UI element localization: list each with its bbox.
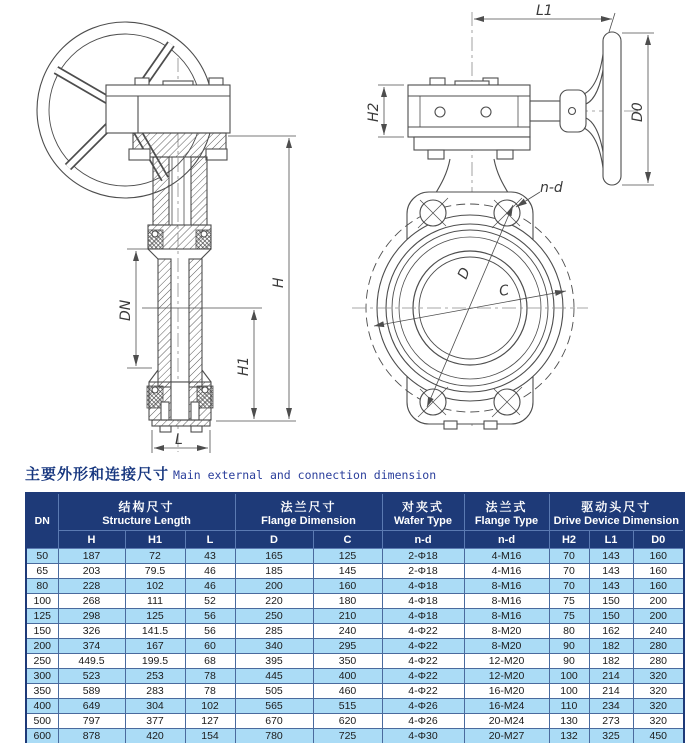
- table-cell: 4-Φ30: [382, 729, 464, 743]
- table-cell: 649: [58, 699, 125, 714]
- table-cell: 250: [26, 654, 58, 669]
- table-cell: 515: [313, 699, 382, 714]
- table-cell: 100: [26, 594, 58, 609]
- table-cell: 46: [185, 579, 235, 594]
- col-header-d: D: [235, 531, 313, 549]
- table-cell: 304: [125, 699, 185, 714]
- col-group-structure-length: 结构尺寸 Structure Length: [58, 493, 235, 531]
- dim-label-n-d: n-d: [540, 180, 563, 196]
- bolt: [484, 421, 497, 429]
- table-cell: 4-M16: [464, 564, 549, 579]
- table-cell: 203: [58, 564, 125, 579]
- table-cell: 8-M16: [464, 579, 549, 594]
- dim-label-C: C: [497, 282, 511, 300]
- bolt: [129, 149, 150, 160]
- flange-face: [352, 192, 588, 429]
- table-cell: 460: [313, 684, 382, 699]
- table-cell: 4-Φ26: [382, 699, 464, 714]
- table-cell: 141.5: [125, 624, 185, 639]
- table-cell: 150: [589, 594, 633, 609]
- table-cell: 450: [633, 729, 684, 743]
- table-cell: 78: [185, 684, 235, 699]
- spec-table-body: [26, 549, 684, 743]
- table-cell: 377: [125, 714, 185, 729]
- table-row: [26, 579, 684, 594]
- table-cell: 200: [633, 609, 684, 624]
- dim-label-D0: D0: [630, 102, 646, 122]
- bolt: [430, 78, 445, 85]
- table-cell: 100: [549, 684, 589, 699]
- gearbox-front: [106, 78, 230, 133]
- table-cell: 4-Φ18: [382, 609, 464, 624]
- col-header-l1: L1: [589, 531, 633, 549]
- table-cell: 154: [185, 729, 235, 743]
- table-cell: 374: [58, 639, 125, 654]
- table-cell: 143: [589, 549, 633, 564]
- dim-label-H1: H1: [236, 356, 252, 376]
- table-cell: 79.5: [125, 564, 185, 579]
- table-row: [26, 609, 684, 624]
- dim-label-D: D: [454, 265, 474, 282]
- table-cell: 160: [633, 579, 684, 594]
- dim-label-H2: H2: [366, 102, 382, 122]
- table-cell: 210: [313, 609, 382, 624]
- table-cell: 325: [589, 729, 633, 743]
- handwheel-side: [530, 32, 621, 185]
- col-header-l: L: [185, 531, 235, 549]
- table-cell: 80: [549, 624, 589, 639]
- table-cell: 160: [633, 564, 684, 579]
- table-cell: 12-M20: [464, 669, 549, 684]
- table-cell: 4-M16: [464, 549, 549, 564]
- table-cell: 4-Φ22: [382, 684, 464, 699]
- table-cell: 200: [633, 594, 684, 609]
- table-cell: 65: [26, 564, 58, 579]
- table-cell: 90: [549, 654, 589, 669]
- col-header-d0: D0: [633, 531, 684, 549]
- col-group-wafer-type: 对夹式 Wafer Type: [382, 493, 464, 531]
- table-cell: 523: [58, 669, 125, 684]
- table-cell: 350: [26, 684, 58, 699]
- table-cell: 320: [633, 669, 684, 684]
- bolt: [444, 421, 457, 429]
- table-row: [26, 729, 684, 743]
- bolt: [191, 426, 202, 432]
- table-cell: 46: [185, 564, 235, 579]
- table-cell: 326: [58, 624, 125, 639]
- table-cell: 180: [313, 594, 382, 609]
- table-cell: 111: [125, 594, 185, 609]
- side-view: [352, 3, 654, 429]
- table-row: [26, 624, 684, 639]
- table-cell: 160: [633, 549, 684, 564]
- table-cell: 20-M27: [464, 729, 549, 743]
- table-cell: 500: [26, 714, 58, 729]
- table-cell: 320: [633, 684, 684, 699]
- bolt: [497, 150, 513, 159]
- table-cell: 150: [589, 609, 633, 624]
- table-cell: 20-M24: [464, 714, 549, 729]
- table-cell: 102: [185, 699, 235, 714]
- table-cell: 320: [633, 699, 684, 714]
- table-cell: 78: [185, 669, 235, 684]
- table-row: [26, 549, 684, 564]
- valve-midflange-front: [148, 225, 211, 259]
- table-cell: 72: [125, 549, 185, 564]
- table-row: [26, 639, 684, 654]
- table-cell: 200: [235, 579, 313, 594]
- table-cell: 565: [235, 699, 313, 714]
- table-cell: 160: [313, 579, 382, 594]
- table-cell: 234: [589, 699, 633, 714]
- dim-label-L1: L1: [536, 3, 553, 19]
- table-cell: 4-Φ26: [382, 714, 464, 729]
- col-group-flange-type: 法兰式 Flange Type: [464, 493, 549, 531]
- table-cell: 589: [58, 684, 125, 699]
- table-cell: 56: [185, 609, 235, 624]
- table-cell: 280: [633, 639, 684, 654]
- col-header-h1: H1: [125, 531, 185, 549]
- table-cell: 125: [313, 549, 382, 564]
- table-cell: 400: [313, 669, 382, 684]
- bolt: [135, 78, 149, 85]
- table-cell: 350: [313, 654, 382, 669]
- col-header-dn: DN: [26, 493, 58, 549]
- table-cell: 130: [549, 714, 589, 729]
- table-cell: 75: [549, 594, 589, 609]
- table-row: [26, 699, 684, 714]
- table-cell: 273: [589, 714, 633, 729]
- table-row: [26, 714, 684, 729]
- table-cell: 8-M20: [464, 624, 549, 639]
- table-cell: 162: [589, 624, 633, 639]
- table-cell: 253: [125, 669, 185, 684]
- table-cell: 4-Φ18: [382, 579, 464, 594]
- bolt: [160, 426, 171, 432]
- table-cell: 283: [125, 684, 185, 699]
- table-cell: 620: [313, 714, 382, 729]
- table-cell: 100: [549, 669, 589, 684]
- table-cell: 150: [26, 624, 58, 639]
- table-cell: 4-Φ22: [382, 654, 464, 669]
- table-cell: 70: [549, 549, 589, 564]
- table-cell: 445: [235, 669, 313, 684]
- valve-bottom-front: [147, 370, 213, 432]
- table-cell: 125: [26, 609, 58, 624]
- table-cell: 127: [185, 714, 235, 729]
- table-cell: 145: [313, 564, 382, 579]
- table-cell: 420: [125, 729, 185, 743]
- table-cell: 280: [633, 654, 684, 669]
- dim-label-L: L: [175, 432, 183, 448]
- table-cell: 68: [185, 654, 235, 669]
- table-cell: 220: [235, 594, 313, 609]
- table-cell: 780: [235, 729, 313, 743]
- table-cell: 400: [26, 699, 58, 714]
- table-cell: 60: [185, 639, 235, 654]
- table-cell: 80: [26, 579, 58, 594]
- table-cell: 320: [633, 714, 684, 729]
- table-cell: 102: [125, 579, 185, 594]
- table-cell: 8-M16: [464, 609, 549, 624]
- section-title-en: Main external and connection dimension: [173, 468, 437, 482]
- table-cell: 43: [185, 549, 235, 564]
- table-cell: 182: [589, 639, 633, 654]
- table-cell: 2-Φ18: [382, 564, 464, 579]
- spec-table: [25, 492, 685, 743]
- table-cell: 240: [313, 624, 382, 639]
- dim-label-H: H: [271, 277, 287, 288]
- table-cell: 132: [549, 729, 589, 743]
- table-cell: 70: [549, 564, 589, 579]
- section-title-zh: 主要外形和连接尺寸: [25, 466, 170, 483]
- table-cell: 187: [58, 549, 125, 564]
- table-cell: 797: [58, 714, 125, 729]
- table-row: [26, 564, 684, 579]
- table-cell: 167: [125, 639, 185, 654]
- table-cell: 295: [313, 639, 382, 654]
- front-view: [37, 22, 296, 453]
- table-cell: 143: [589, 579, 633, 594]
- table-cell: 300: [26, 669, 58, 684]
- table-cell: 2-Φ18: [382, 549, 464, 564]
- table-cell: 214: [589, 684, 633, 699]
- table-cell: 8-M16: [464, 594, 549, 609]
- table-row: [26, 684, 684, 699]
- col-header-c: C: [313, 531, 382, 549]
- table-cell: 75: [549, 609, 589, 624]
- table-cell: 240: [633, 624, 684, 639]
- table-cell: 16-M20: [464, 684, 549, 699]
- col-group-drive-device-dimension: 驱动头尺寸 Drive Device Dimension: [549, 493, 684, 531]
- table-cell: 878: [58, 729, 125, 743]
- table-cell: 214: [589, 669, 633, 684]
- table-cell: 4-Φ22: [382, 624, 464, 639]
- table-row: [26, 669, 684, 684]
- table-cell: 4-Φ22: [382, 639, 464, 654]
- table-cell: 8-M20: [464, 639, 549, 654]
- table-row: [26, 654, 684, 669]
- table-cell: 725: [313, 729, 382, 743]
- col-header-nd-flange: n-d: [464, 531, 549, 549]
- table-cell: 285: [235, 624, 313, 639]
- table-cell: 50: [26, 549, 58, 564]
- table-cell: 268: [58, 594, 125, 609]
- table-cell: 670: [235, 714, 313, 729]
- table-cell: 125: [125, 609, 185, 624]
- table-cell: 250: [235, 609, 313, 624]
- section-title: [25, 463, 694, 484]
- table-cell: 90: [549, 639, 589, 654]
- gearbox-side: [408, 78, 530, 137]
- table-cell: 298: [58, 609, 125, 624]
- table-cell: 110: [549, 699, 589, 714]
- table-cell: 199.5: [125, 654, 185, 669]
- table-cell: 56: [185, 624, 235, 639]
- table-cell: 16-M24: [464, 699, 549, 714]
- table-cell: 4-Φ18: [382, 594, 464, 609]
- table-row: [26, 594, 684, 609]
- col-header-nd-wafer: n-d: [382, 531, 464, 549]
- table-cell: 4-Φ22: [382, 669, 464, 684]
- dim-label-DN: DN: [118, 299, 134, 321]
- table-cell: 185: [235, 564, 313, 579]
- table-cell: 70: [549, 579, 589, 594]
- table-cell: 228: [58, 579, 125, 594]
- table-cell: 182: [589, 654, 633, 669]
- col-header-h2: H2: [549, 531, 589, 549]
- table-cell: 52: [185, 594, 235, 609]
- table-cell: 395: [235, 654, 313, 669]
- table-cell: 340: [235, 639, 313, 654]
- col-header-h: H: [58, 531, 125, 549]
- col-group-flange-dimension: 法兰尺寸 Flange Dimension: [235, 493, 382, 531]
- bolt: [209, 78, 223, 85]
- bolt: [206, 149, 227, 160]
- table-cell: 600: [26, 729, 58, 743]
- bolt: [428, 150, 444, 159]
- table-cell: 143: [589, 564, 633, 579]
- table-cell: 505: [235, 684, 313, 699]
- table-cell: 200: [26, 639, 58, 654]
- table-cell: 165: [235, 549, 313, 564]
- table-cell: 12-M20: [464, 654, 549, 669]
- table-cell: 449.5: [58, 654, 125, 669]
